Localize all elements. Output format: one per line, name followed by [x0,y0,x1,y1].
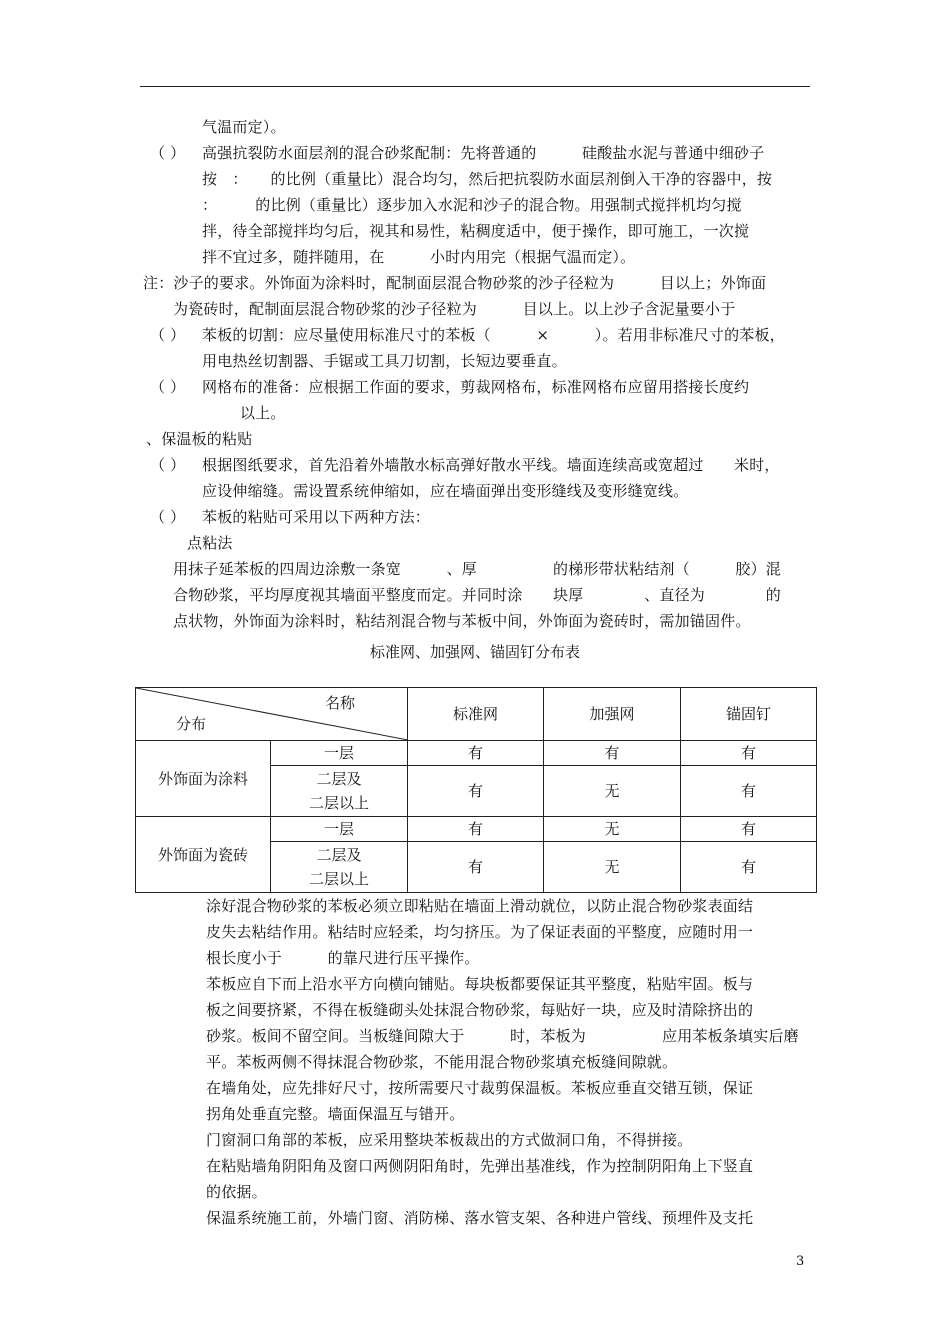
value-cell: 有 [681,766,817,817]
header-reinforced-mesh: 加强网 [544,688,681,741]
table-header-row [136,688,817,741]
text-line: 在粘贴墙角阴阳角及窗口两侧阴阳角时，先弹出基准线，作为控制阴阳角上下竖直 [206,1157,754,1175]
layer-cell: 二层及 二层以上 [271,842,408,893]
text-line: 用电热丝切割器、手锯或工具刀切割，长短边要垂直。 [202,352,567,370]
layer-cell: 二层及 二层以上 [271,766,408,817]
text-line: 气温而定）。 [202,118,286,136]
note-line: 为瓷砖时，配制面层混合物砂浆的沙子径粒为 目以上。以上沙子含泥量要小于 [173,300,736,318]
section-heading: 、保温板的粘贴 [146,430,253,448]
text-line: ： 的比例（重量比）逐步加入水泥和沙子的混合物。用强制式搅拌机均匀搅 [202,196,742,214]
text-line: 以上。 [240,404,286,422]
value-cell: 有 [408,817,544,842]
value-cell: 有 [408,741,544,766]
layer-cell: 一层 [271,817,408,842]
text-line: 拐角处垂直完整。墙面保温互与错开。 [206,1105,465,1123]
header-name-label: 名称 [324,694,355,712]
item-marker: （ ） [150,456,186,474]
value-cell: 无 [544,766,681,817]
text-line: 网格布的准备：应根据工作面的要求，剪裁网格布，标准网格布应留用搭接长度约 [202,378,750,396]
text-line: 根长度小于 的靠尺进行压平操作。 [206,949,480,967]
text-line: 苯板的切割：应尽量使用标准尺寸的苯板（ × ）。若用非标准尺寸的苯板， [202,326,785,344]
text-line: 涂好混合物砂浆的苯板必须立即粘贴在墙面上滑动就位，以防止混合物砂浆表面结 [206,897,754,915]
text-line: 在墙角处，应先排好尺寸，按所需要尺寸裁剪保温板。苯板应垂直交错互锁，保证 [206,1079,754,1097]
value-cell: 无 [544,842,681,893]
value-cell: 有 [681,842,817,893]
layer-cell: 一层 [271,741,408,766]
text-line: 苯板应自下而上沿水平方向横向铺贴。每块板都要保证其平整度，粘贴牢固。板与 [206,975,754,993]
header-fenbu-label: 分布 [176,715,207,733]
text-line: 砂浆。板间不留空间。当板缝间隙大于 时，苯板为 应用苯板条填实后磨 [206,1027,799,1045]
value-cell: 有 [681,741,817,766]
table-row [136,741,817,766]
text-line: 平。苯板两侧不得抹混合物砂浆，不能用混合物砂浆填充板缝间隙就。 [206,1053,678,1071]
note-line: 注：沙子的要求。外饰面为涂料时，配制面层混合物砂浆的沙子径粒为 目以上；外饰面 [143,274,767,292]
text-line: 合物砂浆，平均厚度视其墙面平整度而定。并同时涂 块厚 、直径为 的 [173,586,782,604]
text-line: 应设伸缩缝。需设置系统伸缩如，应在墙面弹出变形缝线及变形缝宽线。 [202,482,689,500]
page-number: 3 [796,1254,805,1269]
text-line: 门窗洞口角部的苯板，应采用整块苯板裁出的方式做洞口角，不得拼接。 [206,1131,693,1149]
item-marker: （ ） [150,144,186,162]
group-cell-paint: 外饰面为涂料 [136,741,271,817]
text-line: 拌，待全部搅拌均匀后，视其和易性，粘稠度适中，便于操作，即可施工，一次搅 [202,222,750,240]
item-marker: （ ） [150,508,186,526]
text-line: 根据图纸要求，首先沿着外墙散水标高弹好散水平线。墙面连续高或宽超过 米时， [202,456,780,474]
value-cell: 有 [681,817,817,842]
diagonal-header-cell [136,688,408,741]
value-cell: 有 [544,741,681,766]
header-standard-mesh: 标准网 [408,688,544,741]
value-cell: 无 [544,817,681,842]
text-line: 的依据。 [206,1183,267,1201]
text-line: 高强抗裂防水面层剂的混合砂浆配制：先将普通的 硅酸盐水泥与普通中细砂子 [202,144,765,162]
header-rule [140,86,810,87]
text-line: 用抹子延苯板的四周边涂敷一条宽 、厚 的梯形带状粘结剂（ 胶）混 [173,560,782,578]
header-anchor-nail: 锚固钉 [681,688,817,741]
sub-heading: 点粘法 [187,534,233,552]
distribution-table [135,687,817,893]
table-caption: 标准网、加强网、锚固钉分布表 [369,643,580,661]
value-cell: 有 [408,766,544,817]
text-line: 苯板的粘贴可采用以下两种方法： [202,508,431,526]
text-line: 保温系统施工前，外墙门窗、消防梯、落水管支架、各种进户管线、预埋件及支托 [206,1209,754,1227]
item-marker: （ ） [150,378,186,396]
item-marker: （ ） [150,326,186,344]
text-line: 皮失去粘结作用。粘结时应轻柔，均匀挤压。为了保证表面的平整度，应随时用一 [206,923,754,941]
group-cell-tile: 外饰面为瓷砖 [136,817,271,893]
text-line: 点状物，外饰面为涂料时，粘结剂混合物与苯板中间，外饰面为瓷砖时，需加锚固件。 [173,612,751,630]
text-line: 板之间要挤紧，不得在板缝砌头处抹混合物砂浆，每贴好一块，应及时清除挤出的 [206,1001,754,1019]
text-line: 按 ： 的比例（重量比）混合均匀，然后把抗裂防水面层剂倒入干净的容器中，按 [202,170,773,188]
text-line: 拌不宜过多，随拌随用，在 小时内用完（根据气温而定）。 [202,248,636,266]
table-row [136,817,817,842]
value-cell: 有 [408,842,544,893]
